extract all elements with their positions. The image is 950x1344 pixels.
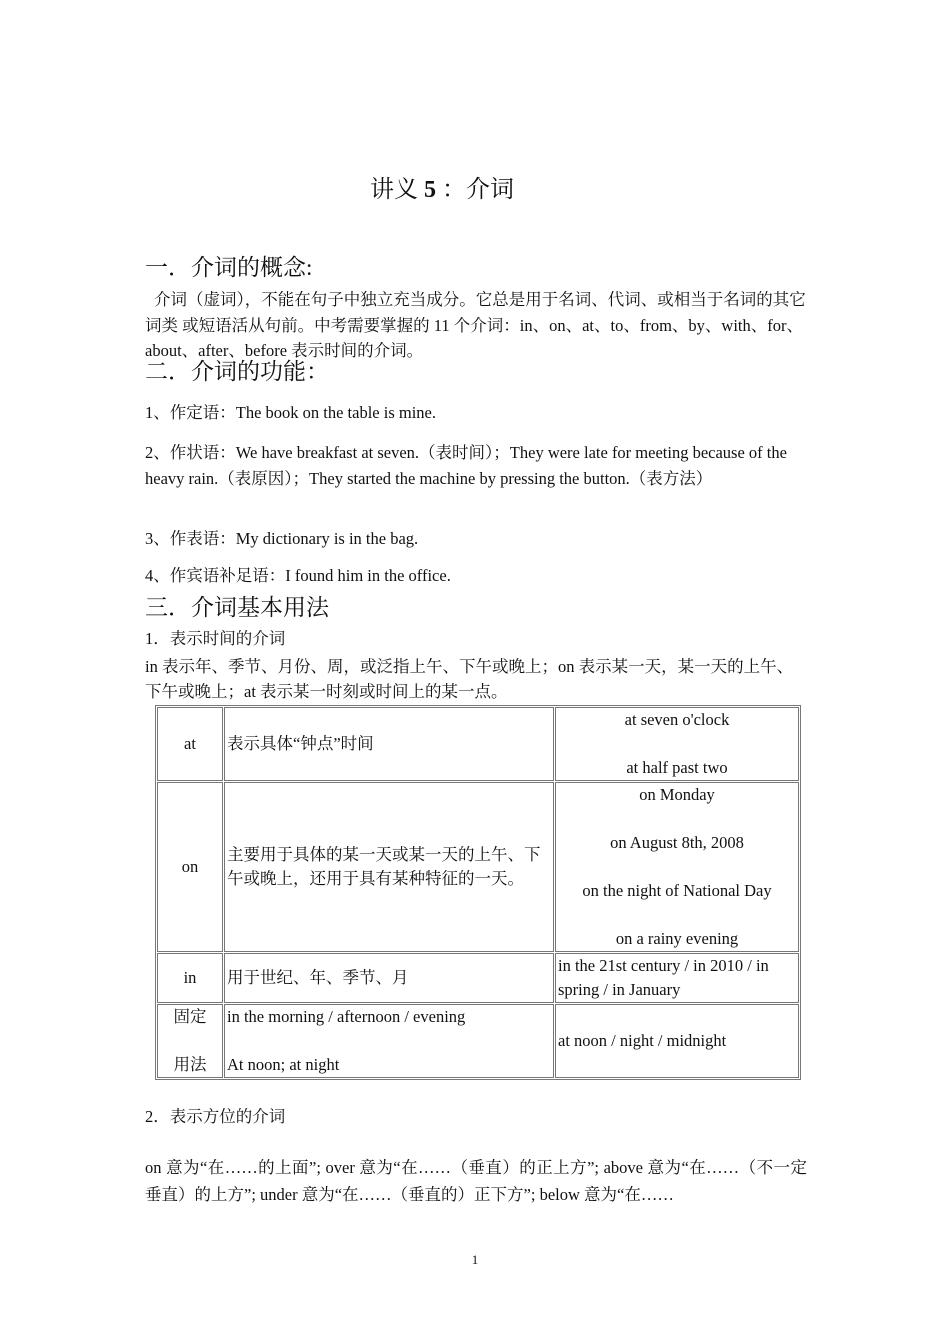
table-row — [157, 953, 799, 1003]
table-cell-examples: at seven o'clock at half past two — [555, 707, 799, 781]
table-cell-desc: 主要用于具体的某一天或某一天的上午、下午或晚上，还用于具有某种特征的一天。 — [224, 782, 554, 952]
function-item-4: 4、作宾语补足语：I found him in the office. — [145, 566, 451, 585]
table-cell-examples: at noon / night / midnight — [555, 1004, 799, 1078]
table-cell-word: in — [157, 953, 223, 1003]
section3-heading: 三．介词基本用法 — [145, 595, 329, 620]
table-cell-desc: 用于世纪、年、季节、月 — [224, 953, 554, 1003]
time-prep-subheading: 1．表示时间的介词 — [145, 629, 286, 648]
table-cell-word: at — [157, 707, 223, 781]
section1-paragraph: 介词（虚词），不能在句子中独立充当成分。它总是用于名词、代词、或相当于名词的其它词类 或短语活从句前。中考需要掌握的 11 个介词：in、on、at、to、from、by、with、for、about、after、before 表示时间的介词。 — [145, 290, 806, 360]
table-cell-desc: 表示具体“钟点”时间 — [224, 707, 554, 781]
function-item-3: 3、作表语：My dictionary is in the bag. — [145, 529, 419, 548]
section1-heading: 一．介词的概念: — [145, 255, 313, 280]
section2-heading: 二．介词的功能： — [145, 359, 329, 384]
function-item-1: 1、作定语：The book on the table is mine. — [145, 403, 436, 422]
table-row — [157, 782, 799, 952]
table-cell-examples: on Monday on August 8th, 2008 on the night of National Day on a rainy evening — [555, 782, 799, 952]
location-prep-paragraph: on 意为“在……的上面”; over 意为“在……（垂直）的正上方”; above 意为“在……（不一定垂直）的上方”; under 意为“在……（垂直的）正下方”; below 意为“在…… — [145, 1158, 807, 1204]
table-cell-word: 固定 用法 — [157, 1004, 223, 1078]
table-row — [157, 1004, 799, 1078]
time-preposition-table — [155, 705, 801, 1080]
page-title: 讲义 5 ：介词 — [370, 177, 514, 203]
time-prep-paragraph: in 表示年、季节、月份、周，或泛指上午、下午或晚上；on 表示某一天，某一天的上午、下午或晚上；at 表示某一时刻或时间上的某一点。 — [145, 657, 794, 701]
table-row — [157, 707, 799, 781]
table-cell-word: on — [157, 782, 223, 952]
table-cell-desc: in the morning / afternoon / evening At noon; at night — [224, 1004, 554, 1078]
location-prep-subheading: 2．表示方位的介词 — [145, 1107, 286, 1126]
table-cell-examples: in the 21st century / in 2010 / in spring / in January — [555, 953, 799, 1003]
function-item-2: 2、作状语：We have breakfast at seven.（表时间）；They were late for meeting because of the heavy rain.（表原因）；They started the machine by pressing the button.（表方法） — [145, 443, 787, 488]
page-number: 1 — [471, 1252, 479, 1267]
